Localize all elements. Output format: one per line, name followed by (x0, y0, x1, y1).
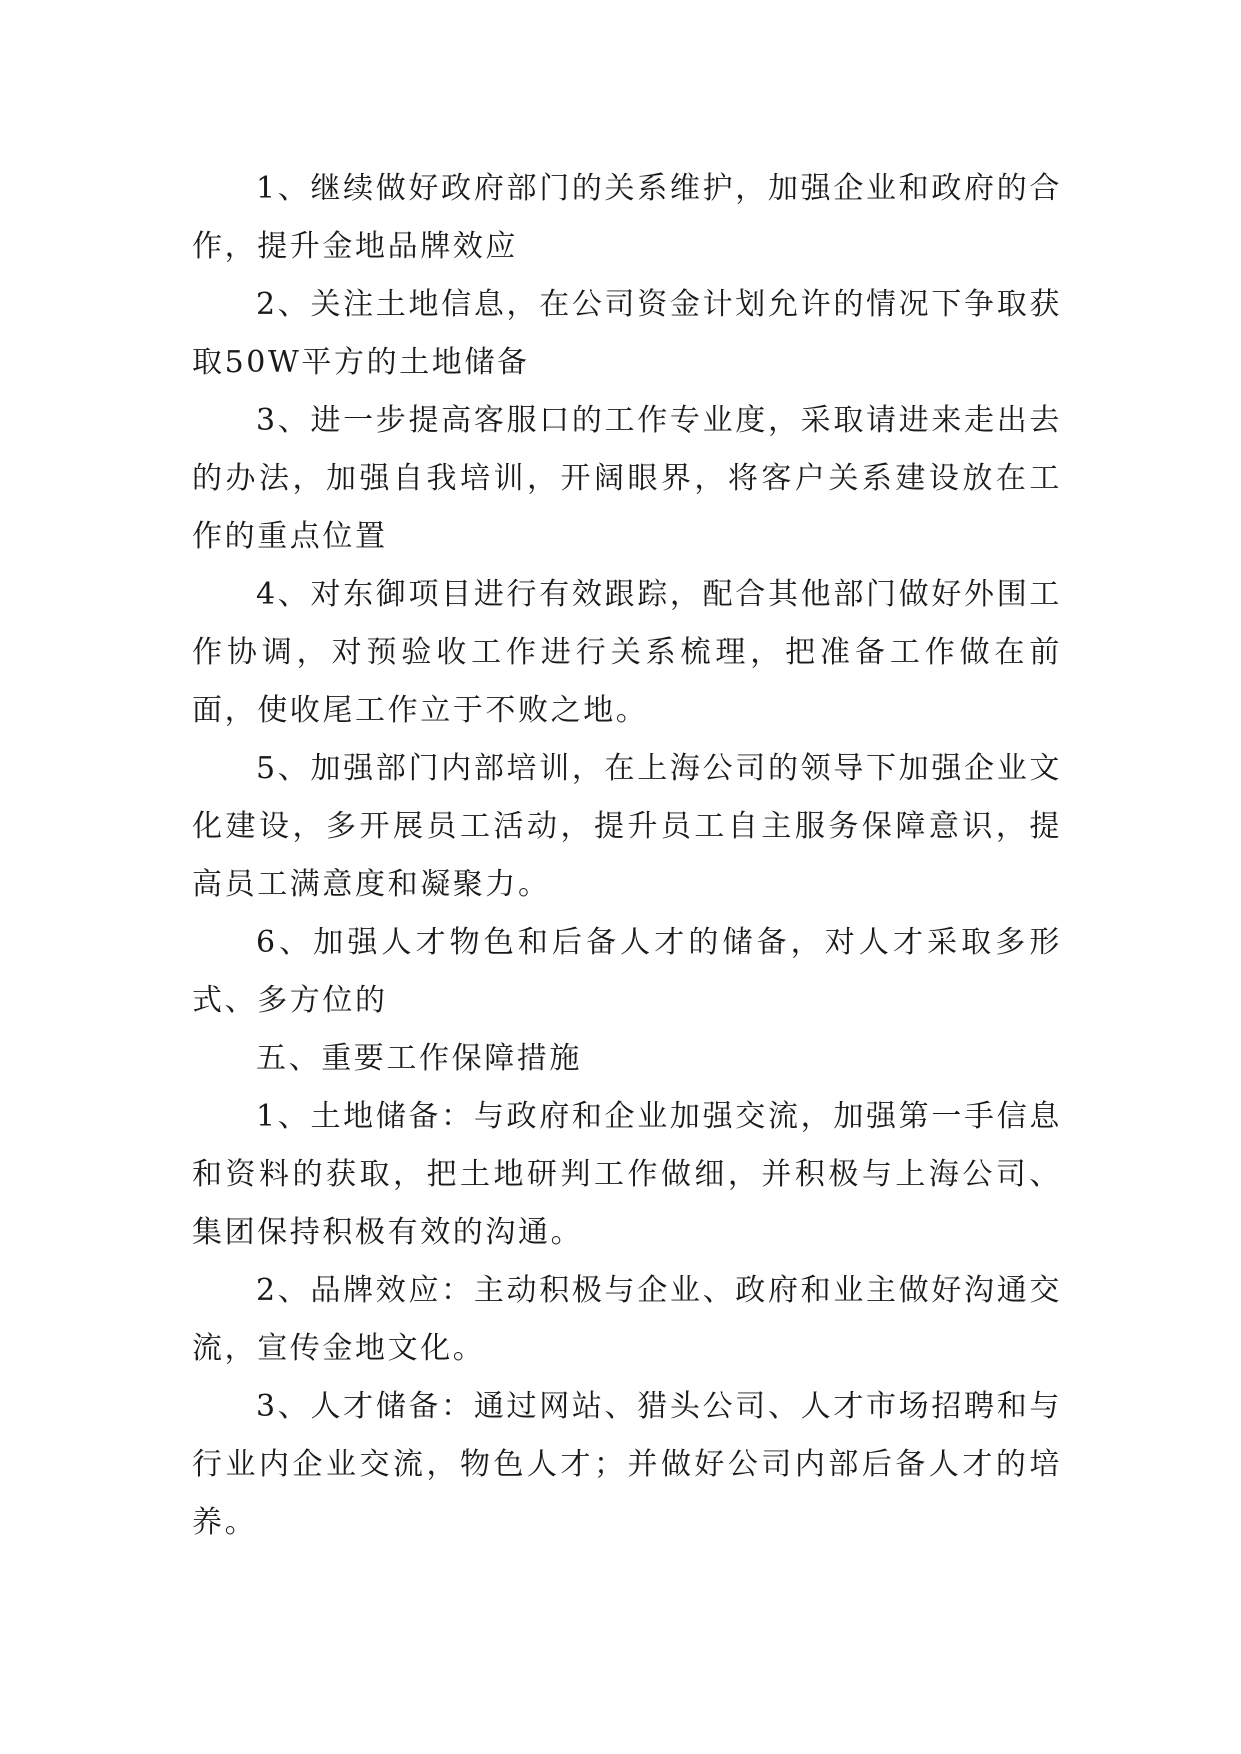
measure-item-3: 3、人才储备：通过网站、猎头公司、人才市场招聘和与行业内企业交流，物色人才；并做好公司内部后备人才的培养。 (192, 1389, 1062, 1540)
paragraph-item-1: 1、继续做好政府部门的关系维护，加强企业和政府的合作，提升金地品牌效应 (192, 171, 1062, 264)
paragraph-item-6: 6、加强人才物色和后备人才的储备，对人才采取多形式、多方位的 (192, 925, 1062, 1018)
paragraph-item-4: 4、对东御项目进行有效跟踪，配合其他部门做好外围工作协调，对预验收工作进行关系梳理，把准备工作做在前面，使收尾工作立于不败之地。 (192, 577, 1062, 728)
paragraph-item-5: 5、加强部门内部培训，在上海公司的领导下加强企业文化建设，多开展员工活动，提升员工自主服务保障意识，提高员工满意度和凝聚力。 (192, 751, 1062, 902)
paragraph-item-2: 2、关注土地信息，在公司资金计划允许的情况下争取获取50W平方的土地储备 (192, 287, 1062, 380)
measure-item-1: 1、土地储备：与政府和企业加强交流，加强第一手信息和资料的获取，把土地研判工作做细，并积极与上海公司、集团保持积极有效的沟通。 (192, 1099, 1062, 1250)
section-heading: 五、重要工作保障措施 (256, 1041, 582, 1076)
measure-item-2: 2、品牌效应：主动积极与企业、政府和业主做好沟通交流，宣传金地文化。 (192, 1273, 1062, 1366)
paragraph-item-3: 3、进一步提高客服口的工作专业度，采取请进来走出去的办法，加强自我培训，开阔眼界，将客户关系建设放在工作的重点位置 (192, 403, 1062, 554)
document-body (192, 160, 1062, 1552)
